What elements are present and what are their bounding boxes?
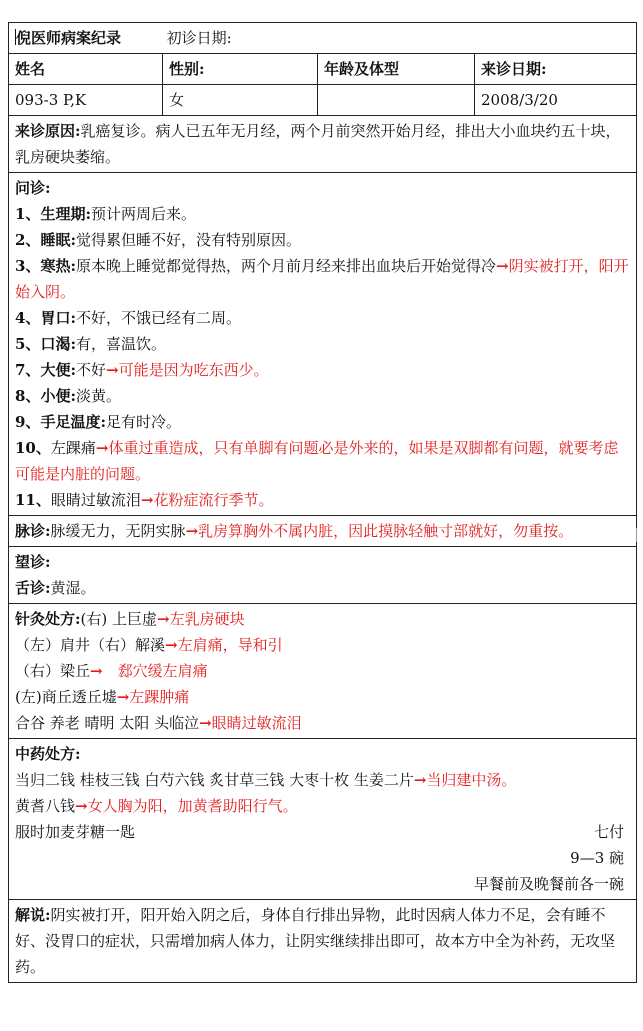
header-visit-date: 来诊日期: [475, 54, 637, 85]
inquiry-item [15, 435, 630, 487]
inquiry-item-text: 不好 [75, 361, 106, 379]
first-visit-label: 初诊日期: [166, 29, 232, 47]
arrow-icon: → [90, 662, 103, 680]
patient-age-body[interactable] [318, 85, 475, 116]
inquiry-item-number: 2、 [15, 231, 41, 249]
acupuncture-row [9, 604, 637, 739]
inquiry-item-key: 大便: [40, 361, 76, 379]
herbal-label: 中药处方: [15, 745, 81, 763]
inquiry-item [15, 487, 630, 513]
patient-gender[interactable]: 女 [163, 85, 318, 116]
herbal-note-2: 女人胸为阳，加黄耆助阳行气。 [87, 797, 298, 815]
observe-label: 望诊: [15, 553, 51, 571]
inquiry-item-key: 小便: [40, 387, 76, 405]
reason-cell[interactable] [9, 116, 637, 173]
acupuncture-points: （左）肩井（右）解溪 [15, 636, 166, 654]
arrow-icon: → [165, 636, 178, 654]
acupuncture-line [15, 658, 630, 684]
herbal-dose-timing: 早餐前及晚餐前各一碗 [474, 875, 625, 893]
inquiry-item-note: 阴实被打开，阳开始入阴。 [15, 257, 629, 301]
inquiry-item-number: 5、 [15, 335, 41, 353]
inquiry-item-key: 手足温度: [40, 413, 106, 431]
acupuncture-line [15, 710, 630, 736]
inquiry-item-note: 可能是因为吃东西少。 [118, 361, 269, 379]
arrow-icon: → [157, 610, 170, 628]
inquiry-item-text: 足有时冷。 [105, 413, 181, 431]
inquiry-item [15, 357, 630, 383]
herbal-row [9, 739, 637, 900]
header-row [9, 54, 637, 85]
observe-cell[interactable] [9, 547, 637, 604]
acupuncture-list [15, 606, 630, 736]
inquiry-item-number: 3、 [15, 257, 41, 275]
herbal-line-3: 服时加麦芽糖一匙 [15, 823, 136, 841]
observe-row [9, 547, 637, 604]
inquiry-item-text: 眼睛过敏流泪 [50, 491, 141, 509]
herbal-cell[interactable] [9, 739, 637, 900]
acupuncture-cell[interactable] [9, 604, 637, 739]
pulse-cell[interactable] [9, 516, 637, 547]
patient-row [9, 85, 637, 116]
inquiry-item-text: 左踝痛 [50, 439, 96, 457]
inquiry-item [15, 383, 630, 409]
inquiry-item-key: 睡眠: [40, 231, 76, 249]
inquiry-item [15, 331, 630, 357]
acupuncture-note: 郄穴缓左肩痛 [102, 662, 208, 680]
arrow-icon: → [75, 797, 88, 815]
inquiry-item-number: 11、 [15, 491, 51, 509]
arrow-icon: → [413, 771, 427, 789]
inquiry-item [15, 253, 630, 305]
inquiry-item-text: 淡黄。 [75, 387, 121, 405]
pulse-label: 脉诊: [15, 522, 51, 540]
arrow-icon: → [95, 439, 109, 457]
inquiry-item-text: 不好，不饿已经有二周。 [75, 309, 241, 327]
record-title: 倪医师病案纪录 [16, 29, 122, 47]
inquiry-item-key: 生理期: [40, 205, 91, 223]
inquiry-item-text: 原本晚上睡觉都觉得热，两个月前月经来排出血块后开始觉得冷 [75, 257, 496, 275]
acupuncture-note: 眼睛过敏流泪 [211, 714, 302, 732]
herbal-line-2: 黄耆八钱 [15, 797, 76, 815]
arrow-icon: → [140, 491, 154, 509]
reason-label: 来诊原因: [15, 122, 81, 140]
inquiry-item-number: 1、 [15, 205, 41, 223]
explain-text: 阴实被打开，阳开始入阴之后，身体自行排出异物，此时因病人体力不足，会有睡不好、没胃口的症状，只需增加病人体力，让阴实继续排出即可，故本方中全为补药，无攻坚药。 [15, 906, 616, 976]
explain-cell[interactable] [9, 900, 637, 983]
arrow-icon: → [106, 361, 119, 379]
explain-label: 解说: [15, 906, 51, 924]
inquiry-item-number: 4、 [15, 309, 41, 327]
inquiry-list [15, 201, 630, 513]
inquiry-item [15, 305, 630, 331]
acupuncture-points: (左)商丘透丘墟 [15, 688, 117, 706]
arrow-icon: → [116, 688, 130, 706]
inquiry-cell[interactable] [9, 173, 637, 516]
inquiry-item-text: 有，喜温饮。 [75, 335, 166, 353]
header-gender: 性别: [163, 54, 318, 85]
patient-visit-date[interactable]: 2008/3/20 [475, 85, 637, 116]
inquiry-item-number: 8、 [15, 387, 41, 405]
explain-row [9, 900, 637, 983]
inquiry-item-text: 预计两周后来。 [90, 205, 196, 223]
acupuncture-note: 左踝肿痛 [129, 688, 190, 706]
acupuncture-points: （右）梁丘 [15, 662, 91, 680]
acupuncture-line [15, 632, 630, 658]
inquiry-item-number: 10、 [15, 439, 51, 457]
inquiry-item-key: 胃口: [40, 309, 76, 327]
case-record [8, 22, 636, 983]
acupuncture-label: 针灸处方: [15, 610, 81, 628]
inquiry-item-text: 觉得累但睡不好，没有特别原因。 [75, 231, 301, 249]
acupuncture-note: 左肩痛，导和引 [177, 636, 283, 654]
inquiry-item-key: 寒热: [40, 257, 76, 275]
inquiry-item-key: 口渴: [40, 335, 76, 353]
arrow-icon: → [496, 257, 509, 275]
tongue-text: 黄湿。 [50, 579, 96, 597]
arrow-icon: → [185, 522, 199, 540]
acupuncture-points: (右) 上巨虚 [80, 610, 158, 628]
acupuncture-note: 左乳房硬块 [169, 610, 245, 628]
inquiry-item-number: 9、 [15, 413, 41, 431]
herbal-note-1: 当归建中汤。 [426, 771, 517, 789]
title-cell[interactable] [9, 23, 637, 54]
page-edge-marker [636, 528, 641, 542]
inquiry-item [15, 201, 630, 227]
title-row [9, 23, 637, 54]
arrow-icon: → [199, 714, 212, 732]
tongue-label: 舌诊: [15, 579, 51, 597]
pulse-note: 乳房算胸外不属内脏，因此摸脉轻触寸部就好，勿重按。 [198, 522, 574, 540]
patient-id[interactable]: 093-3 P,K [9, 85, 163, 116]
inquiry-item [15, 227, 630, 253]
herbal-line-1: 当归二钱 桂枝三钱 白芍六钱 炙甘草三钱 大枣十枚 生姜二片 [15, 771, 414, 789]
inquiry-label: 问诊: [15, 179, 51, 197]
pulse-text: 脉缓无力，无阴实脉 [50, 522, 186, 540]
header-age-body: 年龄及体型 [318, 54, 475, 85]
reason-row [9, 116, 637, 173]
herbal-dose-water: 9—3 碗 [570, 849, 625, 867]
reason-text: 乳癌复诊。病人已五年无月经，两个月前突然开始月经，排出大小血块约五十块，乳房硬块萎缩。 [15, 122, 621, 166]
inquiry-item-note: 体重过重造成，只有单脚有问题必是外来的，如果是双脚都有问题，就要考虑可能是内脏的问题。 [15, 439, 619, 483]
acupuncture-points: 合谷 养老 晴明 太阳 头临泣 [15, 714, 200, 732]
acupuncture-line [15, 606, 630, 632]
header-name: 姓名 [9, 54, 163, 85]
inquiry-item-note: 花粉症流行季节。 [153, 491, 274, 509]
herbal-dose-count: 七付 [594, 823, 625, 841]
acupuncture-line [15, 684, 630, 710]
inquiry-item [15, 409, 630, 435]
inquiry-item-number: 7、 [15, 361, 41, 379]
inquiry-row [9, 173, 637, 516]
case-record-table [8, 22, 637, 983]
pulse-row [9, 516, 637, 547]
